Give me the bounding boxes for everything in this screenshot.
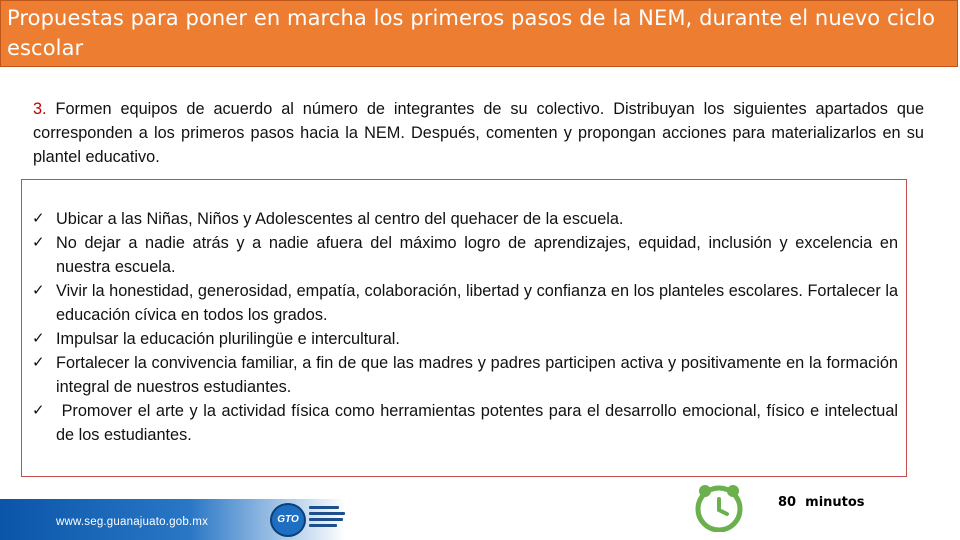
- title-bar: [0, 0, 958, 67]
- checkmark-icon: ✓: [32, 402, 45, 419]
- checkmark-icon: ✓: [32, 330, 45, 347]
- checkmark-icon: ✓: [32, 234, 45, 251]
- task-text: Fortalecer la convivencia familiar, a fin de que las madres y padres participen activa y positivamente en la formación integral de nuestros estudiantes.: [56, 354, 898, 396]
- task-text: Vivir la honestidad, generosidad, empatía, colaboración, libertad y confianza en los planteles escolares. Fortalecer la educación cívica en todos los grados.: [56, 282, 898, 324]
- task-item: [32, 279, 898, 327]
- gto-logo-text: GTO: [277, 514, 299, 525]
- clock-icon: [693, 482, 745, 532]
- instructions-paragraph: [33, 97, 924, 169]
- task-item: [32, 327, 898, 351]
- task-item: [32, 231, 898, 279]
- checkmark-icon: ✓: [32, 354, 45, 371]
- checkmark-icon: ✓: [32, 210, 45, 227]
- website-link[interactable]: www.seg.guanajuato.gob.mx: [56, 516, 209, 528]
- logo-caption-lines: [309, 506, 349, 530]
- task-text: No dejar a nadie atrás y a nadie afuera del máximo logro de aprendizajes, equidad, inclusión y excelencia en nuestra escuela.: [56, 234, 898, 276]
- instructions-text: Formen equipos de acuerdo al número de integrantes de su colectivo. Distribuyan los siguientes apartados que corresponden a los primeros pasos hacia la NEM. Después, comenten y propongan acciones para materializarlos en su plantel educativo.: [33, 100, 924, 166]
- checkmark-icon: ✓: [32, 282, 45, 299]
- task-item: [32, 351, 898, 399]
- task-item: [32, 207, 898, 231]
- task-text: Promover el arte y la actividad física como herramientas potentes para el desarrollo emocional, físico e intelectual de los estudiantes.: [56, 402, 903, 444]
- slide-title: Propuestas para poner en marcha los primeros pasos de la NEM, durante el nuevo ciclo escolar: [7, 6, 936, 60]
- task-list: [32, 207, 903, 447]
- task-text: Ubicar a las Niñas, Niños y Adolescentes al centro del quehacer de la escuela.: [56, 210, 624, 228]
- task-text: Impulsar la educación plurilingüe e intercultural.: [56, 330, 400, 348]
- step-number: 3.: [33, 100, 47, 118]
- task-item: [32, 399, 903, 447]
- duration-label: 80 minutos: [778, 495, 865, 510]
